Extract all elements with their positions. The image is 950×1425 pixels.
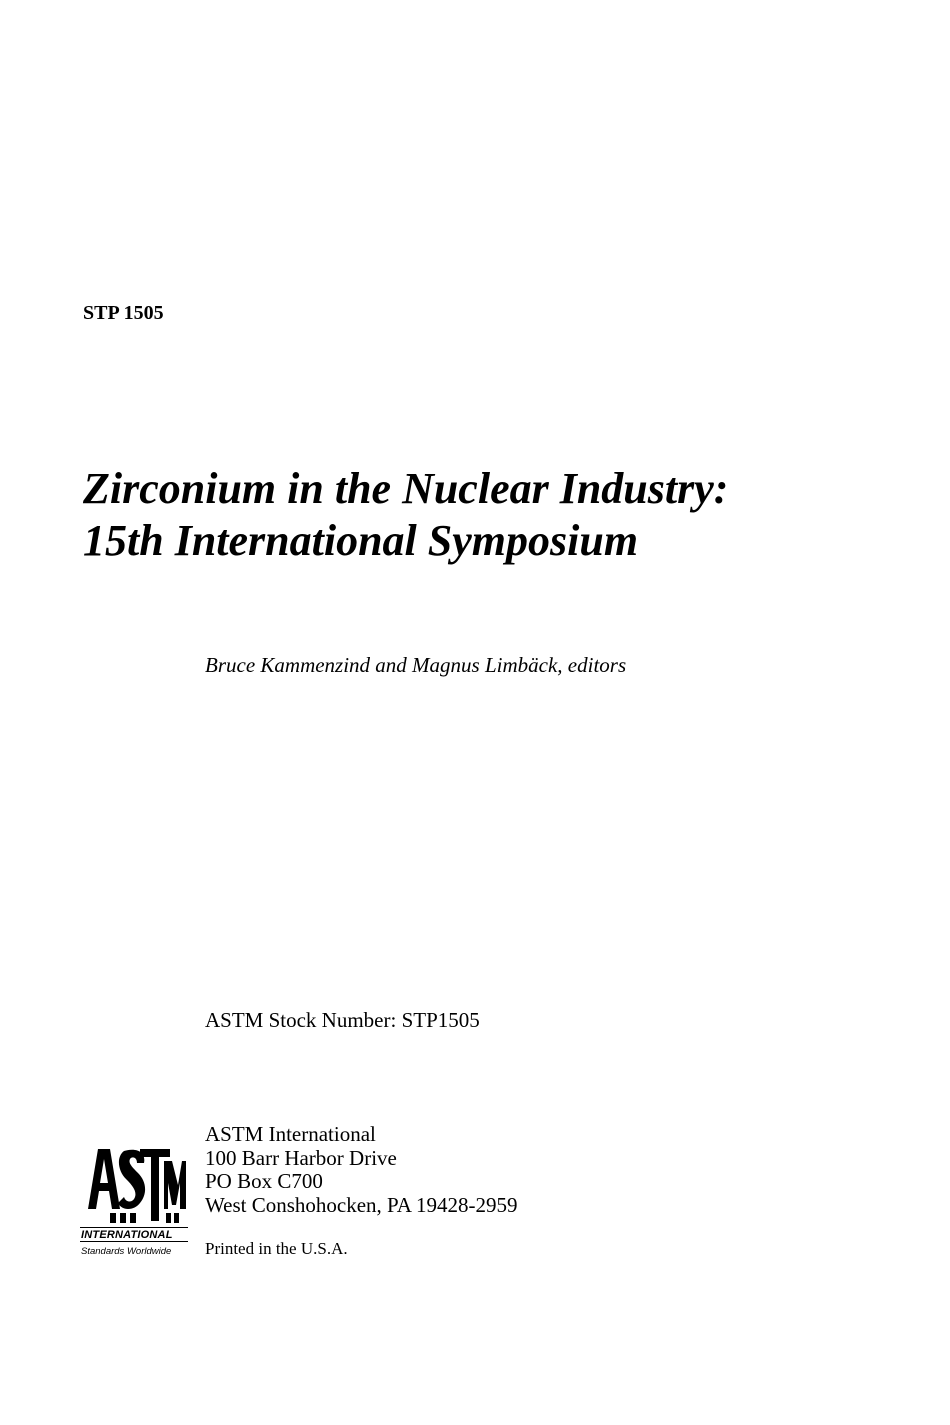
editors-credit: Bruce Kammenzind and Magnus Limbäck, editors: [205, 653, 627, 677]
logo-org-name: INTERNATIONAL: [80, 1227, 188, 1242]
astm-international-logo: [80, 1145, 188, 1263]
book-title: [83, 463, 923, 567]
publisher-address: [205, 1123, 518, 1217]
title-line-2: 15th International Symposium: [83, 516, 639, 565]
logo-tagline: Standards Worldwide: [81, 1246, 172, 1257]
publisher-name: ASTM International: [205, 1122, 376, 1146]
printed-note: Printed in the U.S.A.: [205, 1239, 348, 1258]
astm-logo-mark-icon: [80, 1145, 188, 1227]
title-line-1: Zirconium in the Nuclear Industry:: [83, 464, 729, 513]
publisher-city: West Conshohocken, PA 19428-2959: [205, 1192, 518, 1217]
publisher-po-box: PO Box C700: [205, 1169, 323, 1193]
stock-number: ASTM Stock Number: STP1505: [205, 1008, 480, 1032]
series-number: STP 1505: [83, 302, 164, 324]
publisher-street: 100 Barr Harbor Drive: [205, 1145, 397, 1170]
